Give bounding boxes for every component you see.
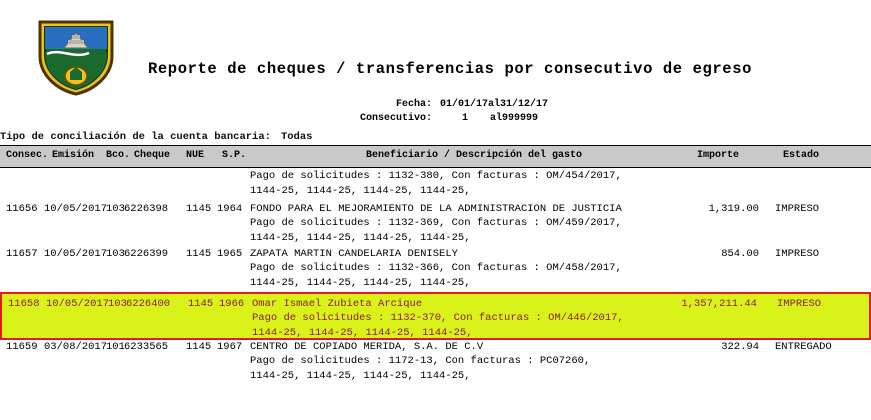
fecha-from: 01/01/17 [440,99,489,110]
consecutivo-to-prefix: al [490,113,503,124]
cell-bco: 103 [106,248,125,260]
cell-beneficiario: ZAPATA MARTIN CANDELARIA DENISELY [250,248,458,260]
cell-emision: 10/05/2017 [44,248,108,260]
column-header-nue: NUE [186,150,205,161]
cell-emision: 10/05/2017 [46,298,110,310]
fecha-to: 31/12/17 [500,99,549,110]
cell-sp: 1966 [219,298,245,310]
row-detail-line: 1144-25, 1144-25, 1144-25, 1144-25, [250,232,471,244]
row-detail-line: Pago de solicitudes : 1132-366, Con facturas : OM/458/2017, [250,262,622,274]
row-detail-line: 1144-25, 1144-25, 1144-25, 1144-25, [250,370,471,382]
row-main-line [2,294,869,311]
cell-cheque: 6226399 [124,248,169,260]
cell-nue: 1145 [186,248,212,260]
cell-estado: IMPRESO [775,203,820,215]
column-header-consec: Consec. [6,150,49,161]
cell-importe: 1,357,211.44 [681,298,757,310]
column-header-sp: S.P. [222,150,247,161]
cell-estado: ENTREGADO [775,341,832,353]
cell-consec: 11656 [6,203,38,215]
cell-sp: 1965 [217,248,243,260]
cell-bco: 101 [106,341,125,353]
column-header-cheque: Cheque [134,150,171,161]
table-row-highlighted[interactable] [0,292,871,340]
fecha-to-prefix: al [488,99,501,110]
cell-bco: 103 [108,298,127,310]
table-row[interactable] [0,202,871,247]
cell-beneficiario: FONDO PARA EL MEJORAMIENTO DE LA ADMINISTRACION DE JUSTICIA [250,203,622,215]
row-detail-line: Pago de solicitudes : 1132-370, Con facturas : OM/446/2017, [252,312,624,324]
cell-beneficiario: CENTRO DE COPIADO MERIDA, S.A. DE C.V [250,341,484,353]
cell-emision: 03/08/2017 [44,341,108,353]
cell-nue: 1145 [186,203,212,215]
coat-of-arms-yucatan-icon [34,14,118,98]
column-header-estado: Estado [783,150,820,161]
cell-consec: 11658 [8,298,40,310]
cell-consec: 11657 [6,248,38,260]
cell-importe: 854.00 [721,248,759,260]
row-detail-line: Pago de solicitudes : 1132-380, Con facturas : OM/454/2017, [250,170,622,182]
row-main-line [0,247,871,262]
column-header-beneficiario: Beneficiario / Descripción del gasto [366,150,583,161]
row-detail-line: Pago de solicitudes : 1172-13, Con facturas : PC07260, [250,355,591,367]
meta-row-fecha [336,98,548,112]
table-header-row [0,145,871,168]
consecutivo-to: 999999 [502,113,539,124]
cell-emision: 10/05/2017 [44,203,108,215]
meta-row-consecutivo [336,112,548,126]
row-detail-line: 1144-25, 1144-25, 1144-25, 1144-25, [250,277,471,289]
conciliacion-value: Todas [280,131,313,143]
cheques-table [0,145,871,385]
cell-sp: 1964 [217,203,243,215]
conciliacion-label: Tipo de conciliación de la cuenta bancaria: [0,131,271,143]
column-header-importe: Importe [697,150,740,161]
cell-nue: 1145 [188,298,214,310]
consecutivo-label: Consecutivo: [359,113,432,124]
column-header-bco: Bco. [106,150,131,161]
cell-beneficiario: Omar Ismael Zubieta Arcique [252,298,423,310]
table-row[interactable] [0,247,871,292]
row-main-line [0,202,871,217]
cell-estado: IMPRESO [777,298,822,310]
cell-bco: 103 [106,203,125,215]
page-title: Reporte de cheques / transferencias por consecutivo de egreso [148,60,752,78]
cell-cheque: 6226398 [124,203,169,215]
row-detail-line: 1144-25, 1144-25, 1144-25, 1144-25, [250,185,471,197]
cell-cheque: 6233565 [124,341,169,353]
row-main-line [0,340,871,355]
column-header-emision: Emisión [52,150,95,161]
row-detail-line: Pago de solicitudes : 1132-369, Con facturas : OM/459/2017, [250,217,622,229]
table-row[interactable] [0,340,871,385]
fecha-label: Fecha: [395,99,432,110]
report-meta [336,98,548,126]
consecutivo-from: 1 [462,113,469,124]
conciliacion-row [0,131,312,143]
table-row[interactable] [0,170,871,202]
report-header [0,0,871,100]
cell-importe: 1,319.00 [708,203,759,215]
cell-consec: 11659 [6,341,38,353]
row-detail-line: 1144-25, 1144-25, 1144-25, 1144-25, [252,327,473,339]
cell-sp: 1967 [217,341,243,353]
cell-estado: IMPRESO [775,248,820,260]
cell-nue: 1145 [186,341,212,353]
table-body [0,168,871,385]
cell-importe: 322.94 [721,341,759,353]
cell-cheque: 6226400 [126,298,171,310]
